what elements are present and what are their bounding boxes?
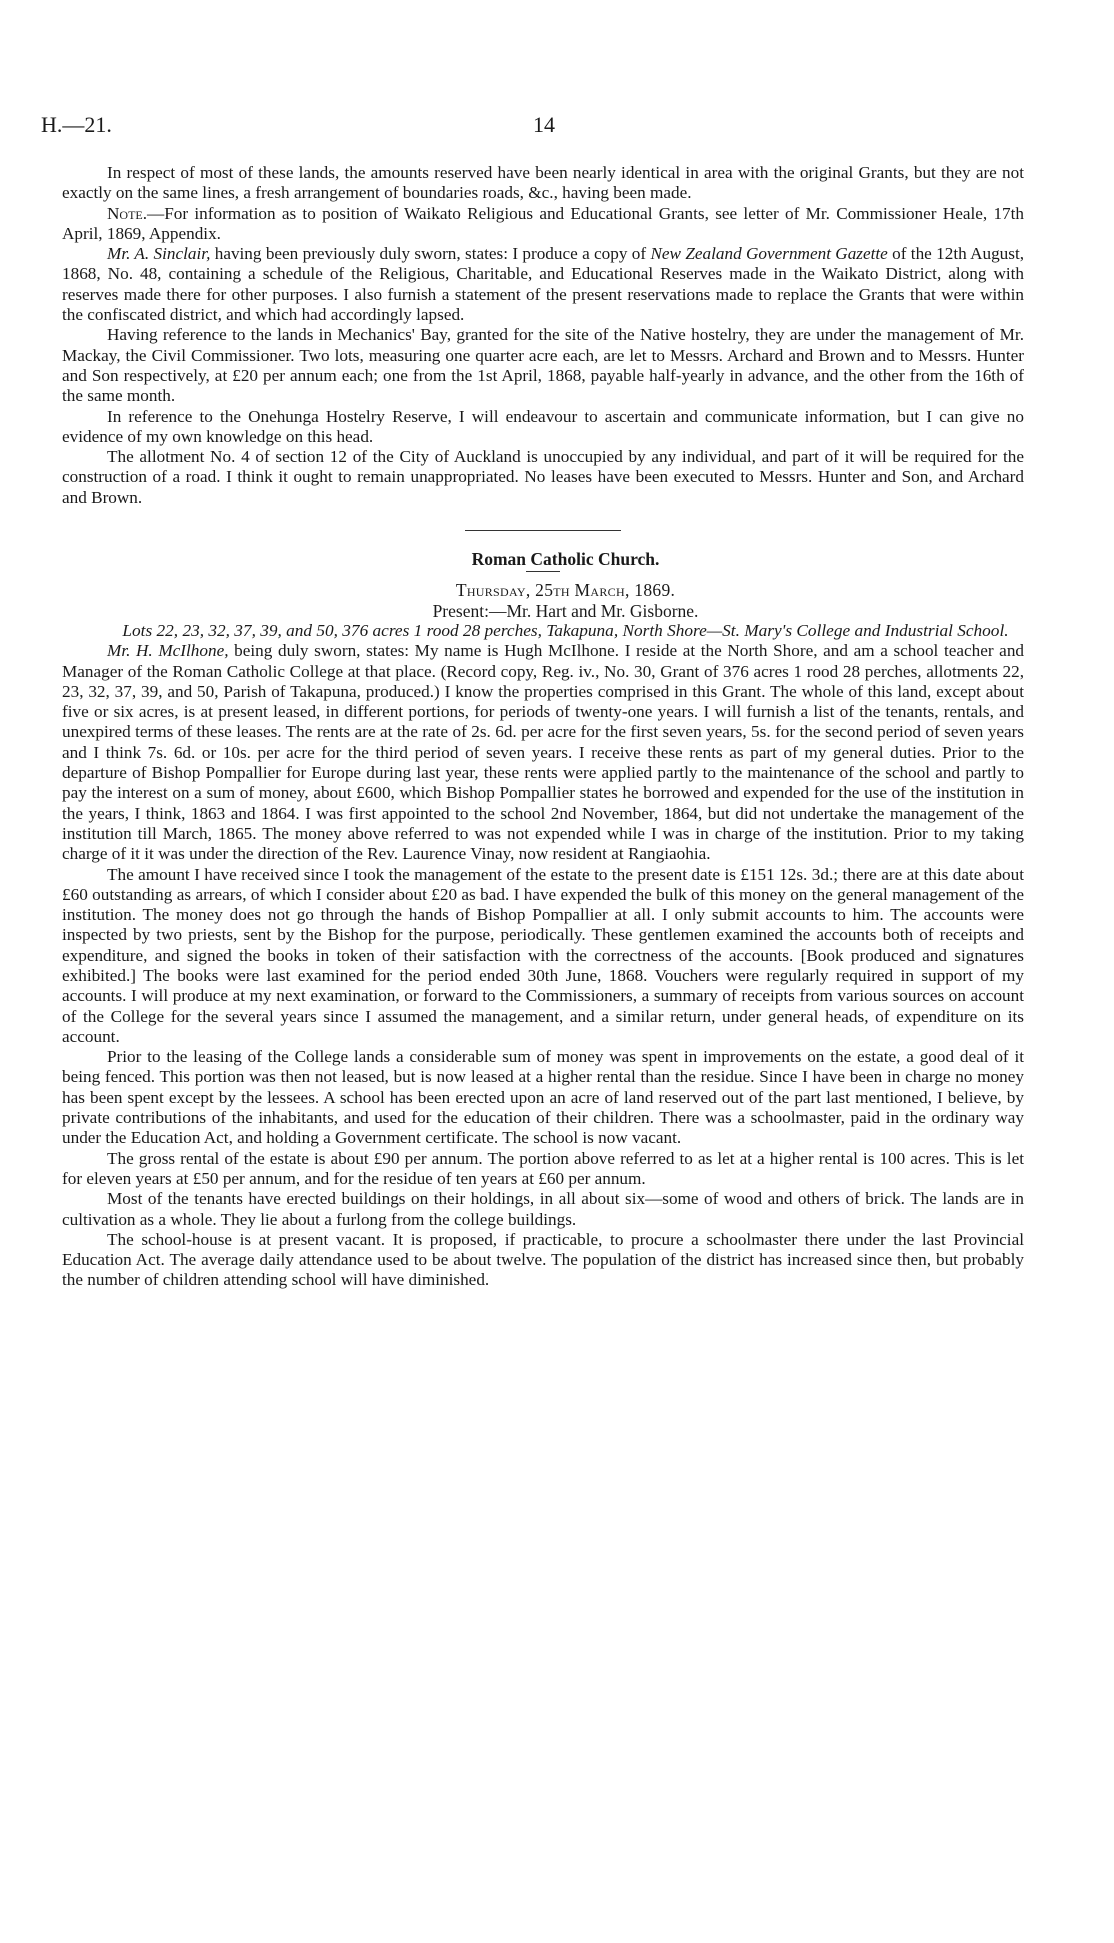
paragraph-mcilhone-testimony [62,641,1024,864]
witness-mcilhone: Mr. H. McIlhone, [107,641,229,661]
paragraph-lands-reserved: In respect of most of these lands, the amounts reserved have been nearly identical in area with the original Grants, but they are not exactly on the same lines, a fresh arrangement of boundaries roads, &c., having been made. [62,163,1024,203]
paragraph-improvements: Prior to the leasing of the College lands a considerable sum of money was spent in improvements on the estate, a good deal of it being fenced. This portion was then not leased, but is now leased at a higher rental than the residue. Since I have been in charge no money has been spent except by the lessees. A school has been erected upon an acre of land reserved out of the part last mentioned, I believe, by private contributions of the inhabitants, and used for the education of their children. There was a schoolmaster, paid in the ordinary way under the Education Act, and holding a Government certificate. The school is now vacant. [62,1047,1024,1148]
section-title: Roman Catholic Church. [471,549,660,570]
present-line: Present:—Mr. Hart and Mr. Gisborne. [432,600,699,621]
paragraph-allotment: The allotment No. 4 of section 12 of the City of Auckland is unoccupied by any individual, and part of it will be required for the construction of a road. I think it ought to remain unappropriated. No leases have been executed to Messrs. Hunter and Son, and Archard and Brown. [62,447,1024,507]
paragraph-gross-rental: The gross rental of the estate is about £90 per annum. The portion above referred to as let at a higher rental is 100 acres. This is let for eleven years at £50 per annum, and for the residue of ten years at £60 per annum. [62,1148,1024,1188]
page-header [41,112,1041,142]
title-underline [526,571,560,572]
hearing-date: Thursday, 25th March, 1869. [455,580,676,601]
paragraph-onehunga: In reference to the Onehunga Hostelry Reserve, I will endeavour to ascertain and communicate information, but I can give no evidence of my own knowledge on this head. [62,406,1024,446]
gazette-title: New Zealand Government Gazette [650,244,888,264]
paragraph-mechanics-bay: Having reference to the lands in Mechanics' Bay, granted for the site of the Native hostelry, they are under the management of Mr. Mackay, the Civil Commissioner. Two lots, measuring one quarter acre each, are let to Messrs. Archard and Brown and to Messrs. Hunter and Son respectively, at £20 per annum each; one from the 1st April, 1868, payable half-yearly in advance, and the other from the 16th of the same month. [62,325,1024,406]
note-text: For information as to position of Waikato Religious and Educational Grants, see letter of Mr. Commissioner Heale, 17th April, 1869, Appendix. [62,203,1024,243]
lots-heading: Lots 22, 23, 32, 37, 39, and 50, 376 acres 1 rood 28 perches, Takapuna, North Shore—St. Mary's College and Industrial School. [122,620,1009,640]
paragraph-tenant-buildings: Most of the tenants have erected buildings on their holdings, in all about six—some of wood and others of brick. The lands are in cultivation as a whole. They lie about a furlong from the college buildings. [62,1189,1024,1229]
paragraph-sinclair [62,244,1024,325]
mcilhone-text: being duly sworn, states: My name is Hugh McIlhone. I reside at the North Shore, and am a school teacher and Manager of the Roman Catholic College at that place. (Record copy, Reg. iv., No. 30, Grant of 376 acres 1 rood 28 perches, allotments 22, 23, 32, 37, 39, and 50, Parish of Takapuna, produced.) I know the properties comprised in this Grant. The whole of this land, except about five or six acres, is at present leased, in different portions, for periods of twenty-one years. I will furnish a list of the tenants, rentals, and unexpired terms of these leases. The rents are at the rate of 2s. 6d. per acre for the first seven years, 5s. for the second period of seven years and I think 7s. 6d. or 10s. per acre for the third period of seven years. I receive these rents as part of my general duties. Prior to the departure of Bishop Pompallier for Europe during last year, these rents were applied partly to the maintenance of the school and partly to pay the interest on a sum of money, about £600, which Bishop Pompallier states he borrowed and expended for the use of the institution in the years, I think, 1863 and 1864. I was first appointed to the school 2nd November, 1864, but did not undertake the management of the institution till March, 1865. The money above referred to was not expended while I was in charge of the institution. Prior to my taking charge of it it was under the direction of the Rev. Laurence Vinay, now resident at Rangiaohia. [62,641,1025,864]
paragraph-note [62,204,1024,245]
page-number: 14 [533,112,555,137]
paragraph-school-house: The school-house is at present vacant. It is proposed, if practicable, to procure a schoolmaster there under the last Provincial Education Act. The average daily attendance used to be about twelve. The population of the district has increased since then, but probably the number of children attending school will have diminished. [62,1229,1024,1290]
document-body [62,163,1024,1291]
section-divider [465,530,621,531]
note-label: Note.— [107,203,165,223]
sinclair-intro: having been previously duly sworn, states: I produce a copy of [214,244,647,264]
sinclair-text: of the 12th August, 1868, No. 48, containing a schedule of the Religious, Charitable, and Educational Reserves made in the Waikato District, along with reserves made there for other purposes. I also furnish a statement of the present reservations made to replace the Grants that were within the confiscated district, and which had accordingly lapsed. [62,244,1025,325]
witness-sinclair: Mr. A. Sinclair, [107,244,211,264]
document-code: H.—21. [41,112,112,137]
paragraph-amount-received: The amount I have received since I took the management of the estate to the present date is £151 12s. 3d.; there are at this date about £60 outstanding as arrears, of which I consider about £20 as bad. I have expended the bulk of this money on the general management of the institution. The money does not go through the hands of Bishop Pompallier at all. I only submit accounts to him. The accounts were inspected by two priests, sent by the Bishop for the purpose, periodically. These gentlemen examined the accounts both of receipts and expenditure, and signed the books in token of their satisfaction with the correctness of the accounts. [Book produced and signatures exhibited.] The books were last examined for the period ended 30th June, 1868. Vouchers were regularly required in support of my accounts. I will produce at my next examination, or forward to the Commissioners, a summary of receipts from various sources on account of the College for the several years since I assumed the management, and a similar return, under general heads, of expenditure on its account. [62,864,1024,1046]
